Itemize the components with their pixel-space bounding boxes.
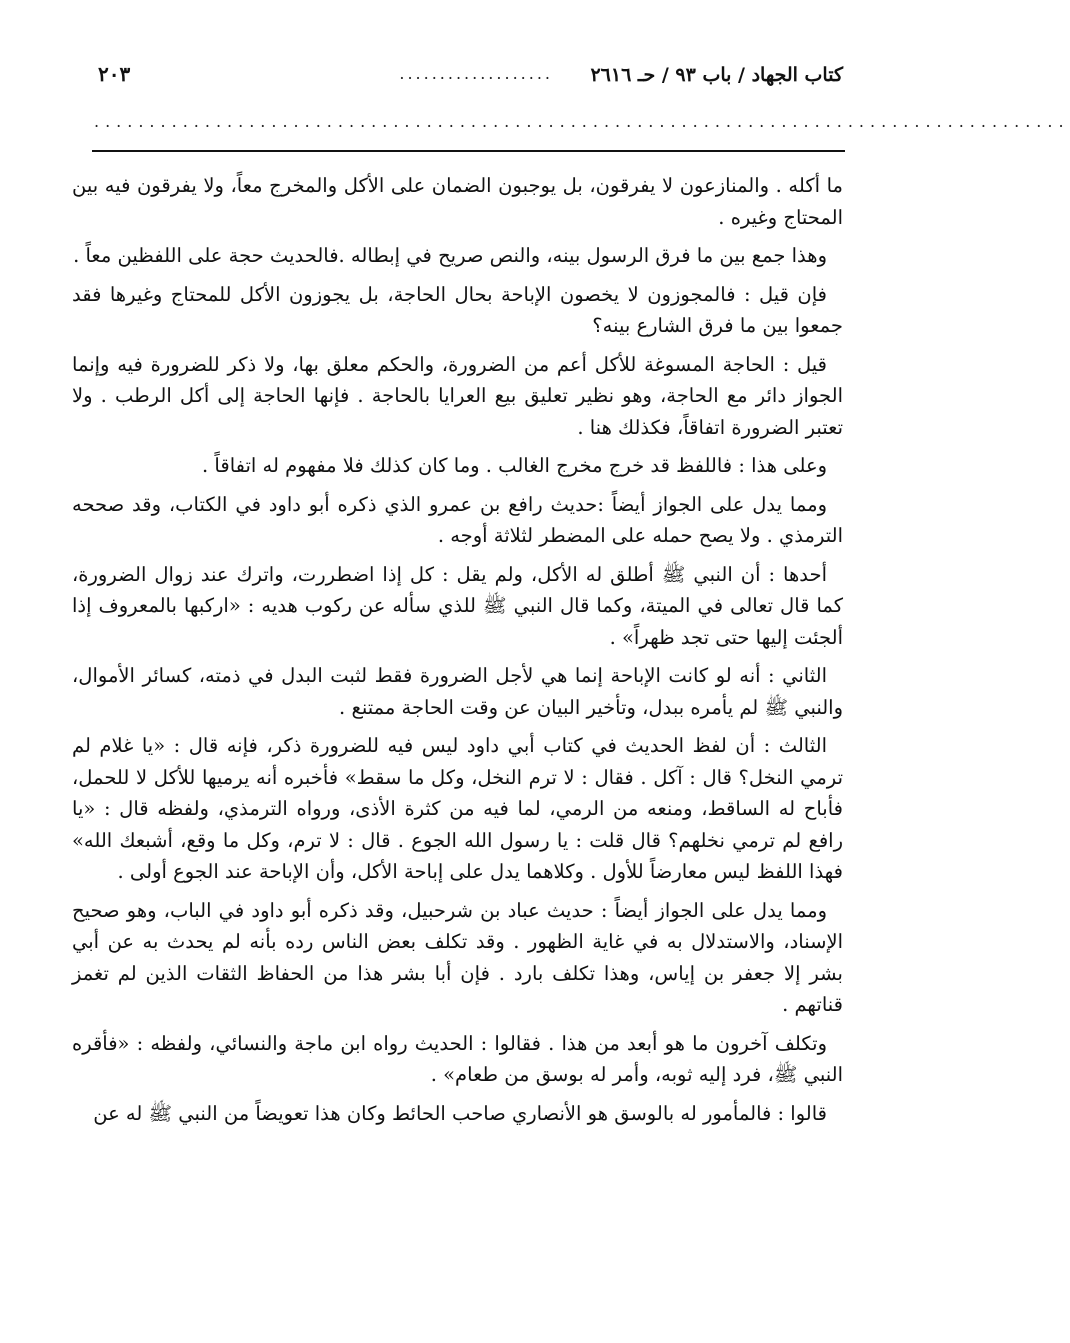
paragraph-9: الثالث : أن لفظ الحديث في كتاب أبي داود ليس فيه للضرورة ذكر، فإنه قال : «يا غلام لم ترمي النخل؟ قال : آكل . فقال : لا ترم النخل، وكل ما سقط» فأخبره أنه يرميها للأكل لا للحمل، فأباح له الساقط، ومنعه من الرمي، لما فيه من كثرة الأذى، ورواه الترمذي، ولفظه قال : «يا رافع لم ترمي نخلهم؟ قال قلت : يا رسول الله الجوع . قال : لا ترم، وكل ما وقع، أشبعك الله» فهذا اللفظ ليس معارضاً للأول . وكلاهما يدل على إباحة الأكل، وأن الإباحة عند الجوع أولى . <box>72 734 843 883</box>
header-rule <box>92 150 845 152</box>
paragraph-10: ومما يدل على الجواز أيضاً : حديث عباد بن شرحبيل، وقد ذكره أبو داود في الباب، وهو صحيح الإسناد، والاستدلال به في غاية الظهور . وقد تكلف بعض الناس رده بأنه لم يحدث به عن أبي بشر إلا جعفر بن إياس، وهذا تكلف بارد . فإن أبا بشر هذا من الحفاظ الثقات الذين لم تغمز قناتهم . <box>72 898 843 1016</box>
paragraph-6: ومما يدل على الجواز أيضاً :حديث رافع بن عمرو الذي ذكره أبو داود في الكتاب، وقد صححه الترمذي . ولا يصح حمله على المضطر لثلاثة أوجه . <box>72 492 843 547</box>
page-header <box>62 58 843 102</box>
paragraph-8: الثاني : أنه لو كانت الإباحة إنما هي لأجل الضرورة فقط لثبت البدل في ذمته، كسائر الأموال، والنبي ﷺ لم يأمره ببدل، وتأخير البيان عن وقت الحاجة ممتنع . <box>72 664 843 719</box>
paragraph-3: فإن قيل : فالمجوزون لا يخصون الإباحة بحال الحاجة، بل يجوزون الأكل للمحتاج وغيرها فقد جمعوا بين ما فرق الشارع بينه؟ <box>72 282 843 337</box>
paragraph-12: قالوا : فالمأمور له بالوسق هو الأنصاري صاحب الحائط وكان هذا تعويضاً من النبي ﷺ له عن <box>93 1101 827 1125</box>
running-title: كتاب الجهاد / باب ٩٣ / حـ ٢٦١٦ <box>590 64 843 86</box>
header-leader-dots: ................... <box>399 64 553 83</box>
paragraph-4: قيل : الحاجة المسوغة للأكل أعم من الضرورة، والحكم معلق بها، ولا ذكر للضرورة فيه وإنما الجواز دائر مع الحاجة، وهو نظير تعليق بيع العرايا بالحاجة . فإنها الحاجة إلى أكل الرطب . ولا تعتبر الضرورة اتفاقاً، فكذلك هنا . <box>72 352 843 439</box>
paragraph-7: أحدها : أن النبي ﷺ أطلق له الأكل، ولم يقل : كل إذا اضطررت، واترك عند زوال الضرورة، كما قال تعالى في الميتة، وكما قال النبي ﷺ للذي سأله عن ركوب هديه : «اركبها بالمعروف إذا ألجئت إليها حتى تجد ظهراً» . <box>72 562 843 649</box>
page-body <box>72 170 843 1136</box>
paragraph-5: وعلى هذا : فاللفظ قد خرج مخرج الغالب . وما كان كذلك فلا مفهوم له اتفاقاً . <box>202 454 827 477</box>
paragraph-11: وتكلف آخرون ما هو أبعد من هذا . فقالوا : الحديث رواه ابن ماجة والنسائي، ولفظه : «فأقره النبي ﷺ، فرد إليه ثوبه، وأمر له بوسق من طعام» . <box>72 1031 843 1086</box>
header-dot-row: ........................................................................................ <box>94 112 1070 131</box>
paragraph-1: ما أكله . والمنازعون لا يفرقون، بل يوجبون الضمان على الأكل والمخرج معاً، ولا يفرقون فيه بين المحتاج وغيره . <box>72 174 843 229</box>
paragraph-2: وهذا جمع بين ما فرق الرسول بينه، والنص صريح في إبطاله .فالحديث حجة على اللفظين معاً . <box>73 244 827 267</box>
page-number: ٢٠٣ <box>98 62 131 86</box>
